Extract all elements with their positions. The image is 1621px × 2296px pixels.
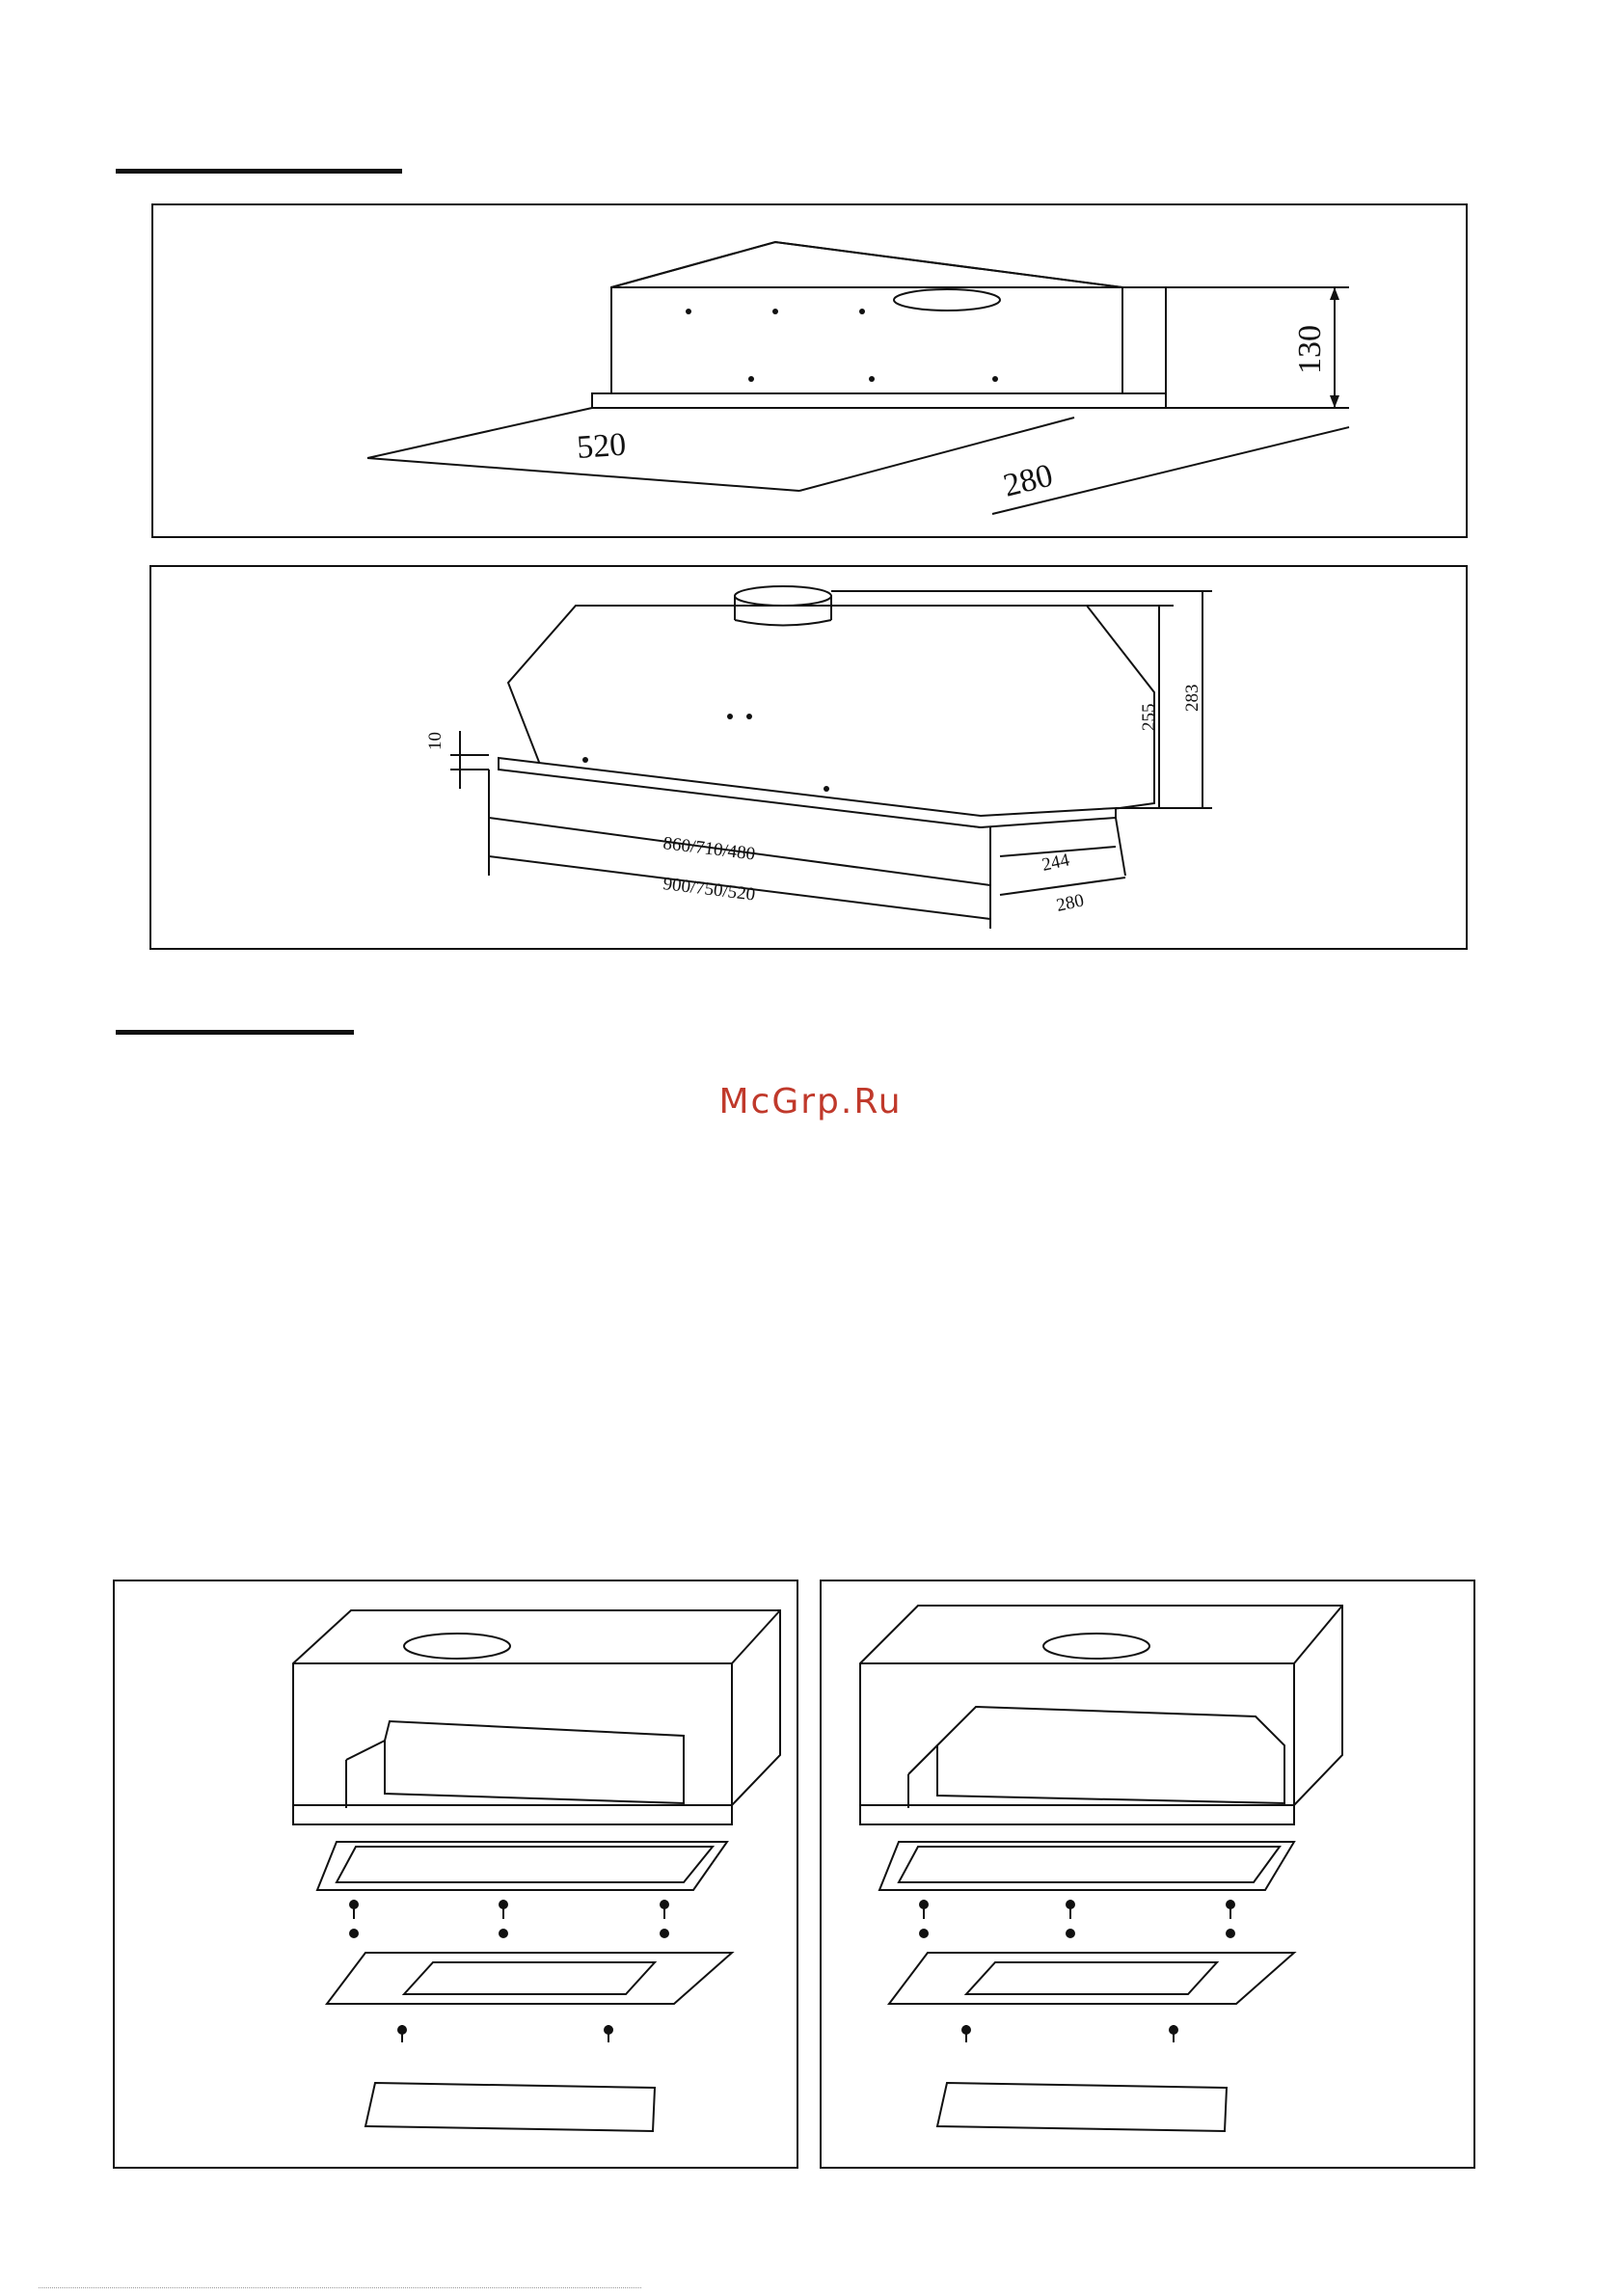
gap-label: 10 <box>425 732 446 750</box>
height-label: 130 <box>1292 325 1328 374</box>
inner-depth-label: 244 <box>1040 850 1071 876</box>
depth-label: 520 <box>575 426 628 466</box>
inner-height-label: 255 <box>1139 703 1159 731</box>
install-diagram-left <box>115 1581 800 2171</box>
hood-box-drawing <box>153 205 1470 540</box>
section-heading-rule-1 <box>116 169 402 174</box>
section-heading-rule-2 <box>116 1030 354 1035</box>
dimension-drawing-2 <box>149 565 1468 950</box>
installation-drawing-right <box>820 1580 1475 2169</box>
watermark: McGrp.Ru <box>718 1082 903 1121</box>
outer-depth-label: 280 <box>1054 890 1086 916</box>
hood-front-drawing <box>151 567 1470 952</box>
installation-drawing-left <box>113 1580 798 2169</box>
dimension-drawing-1 <box>151 203 1468 538</box>
outer-width-label: 900/750/520 <box>662 874 757 905</box>
install-diagram-right <box>822 1581 1477 2171</box>
page-footer-rule <box>39 2287 641 2289</box>
outer-height-label: 283 <box>1182 684 1202 712</box>
width-label: 280 <box>999 457 1057 504</box>
inner-width-label: 860/710/480 <box>662 833 757 865</box>
